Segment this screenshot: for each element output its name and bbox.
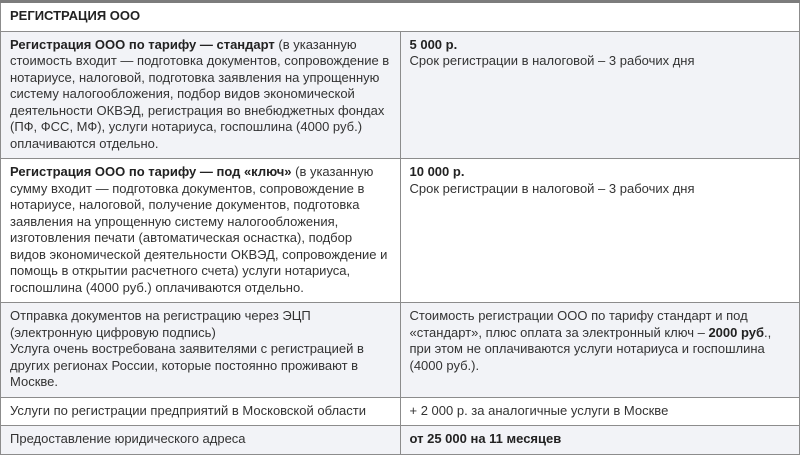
price-note: Стоимость регистрации ООО по тарифу стандарт и под «стандарт», плюс оплата за электронный ключ – <box>409 308 748 340</box>
price-cell <box>400 159 800 303</box>
table-row-standard-tariff <box>1 31 800 159</box>
service-description: Услуга очень востребована заявителями с регистрацией в других регионах России, которые постоянно проживают в Москве. <box>10 341 364 389</box>
service-cell: Предоставление юридического адреса <box>1 426 401 455</box>
price-cell <box>400 303 800 398</box>
price-cell <box>400 31 800 159</box>
price-cell: от 25 000 на 11 месяцев <box>400 426 800 455</box>
price-cell: + 2 000 р. за аналогичные услуги в Москве <box>400 397 800 426</box>
price-value: 5 000 р. <box>409 36 458 52</box>
service-name: Регистрация ООО по тарифу — под «ключ» <box>10 164 292 179</box>
service-description: (в указанную сумму входит — подготовка документов, сопровождение в нотариусе, налоговой, получение документов, подготовка заявления на упрощенную систему налогообложения, изготовления печати (автоматическая оснастка), подбор видов экономической деятельности ОКВЭД, сопровождение и помощь в открытии расчетного счета) услуги нотариуса, госпошлина (4000 руб.) оплачиваются отдельно. <box>10 164 388 295</box>
service-name: Отправка документов на регистрацию через ЭЦП (электронную цифровую подпись) <box>10 308 311 340</box>
price-note: Срок регистрации в налоговой – 3 рабочих дня <box>409 53 695 68</box>
service-cell <box>1 303 401 398</box>
service-description: (в указанную стоимость входит — подготовка документов, сопровождение в нотариусе, налоговой, подготовка заявления на упрощенную систему налогообложения, подбор видов экономической деятельности ОКВЭД, регистрация во внебюджетных фондах (ПФ, ФСС, МФ), услуги нотариуса, госпошлина (4000 руб.) оплачиваются отдельно. <box>10 36 390 151</box>
price-value: 2000 руб <box>708 324 765 340</box>
service-cell <box>1 159 401 303</box>
price-note: Срок регистрации в налоговой – 3 рабочих дня <box>409 180 695 196</box>
price-value: 10 000 р. <box>409 164 465 179</box>
service-cell <box>1 31 401 159</box>
table-row-legal-address <box>1 426 800 455</box>
price-note-continued: ., при этом не оплачиваются услуги нотариуса и госпошлина (4000 руб.). <box>409 324 772 373</box>
table-row-turnkey-tariff <box>1 159 800 303</box>
table-header-row <box>1 2 800 32</box>
service-name: Регистрация ООО по тарифу — стандарт <box>10 36 275 52</box>
table-row-moscow-region <box>1 397 800 426</box>
table-row-digital-signature <box>1 303 800 398</box>
table-title: РЕГИСТРАЦИЯ ООО <box>1 2 800 32</box>
service-cell: Услуги по регистрации предприятий в Московской области <box>1 397 401 426</box>
